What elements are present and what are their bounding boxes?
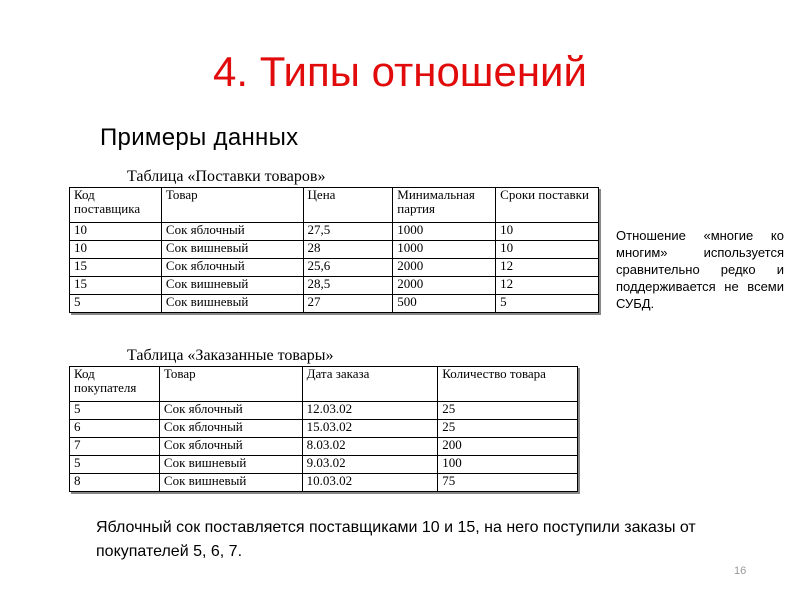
column-header: Код покупателя bbox=[70, 367, 160, 402]
table-row bbox=[70, 277, 599, 295]
table-cell: 2000 bbox=[393, 277, 496, 295]
supplies-table bbox=[69, 187, 599, 313]
table-cell: Сок яблочный bbox=[159, 420, 302, 438]
table-cell: 100 bbox=[438, 456, 578, 474]
column-header: Код поставщика bbox=[70, 188, 162, 223]
table-cell: Сок вишневый bbox=[159, 456, 302, 474]
table-cell: Сок яблочный bbox=[159, 438, 302, 456]
table-cell: 27 bbox=[303, 295, 393, 313]
column-header: Дата заказа bbox=[302, 367, 438, 402]
table-cell: 10 bbox=[496, 223, 599, 241]
table-cell: 200 bbox=[438, 438, 578, 456]
table-cell: Сок яблочный bbox=[161, 223, 303, 241]
table-cell: Сок яблочный bbox=[161, 259, 303, 277]
table-cell: 1000 bbox=[393, 223, 496, 241]
table-cell: 5 bbox=[70, 402, 160, 420]
table-cell: 28,5 bbox=[303, 277, 393, 295]
table-cell: 8.03.02 bbox=[302, 438, 438, 456]
orders-table bbox=[69, 366, 578, 492]
table-cell: 12.03.02 bbox=[302, 402, 438, 420]
table-cell: Сок вишневый bbox=[161, 241, 303, 259]
table-cell: 25 bbox=[438, 402, 578, 420]
table-cell: 5 bbox=[70, 295, 162, 313]
column-header: Товар bbox=[159, 367, 302, 402]
column-header: Минимальная партия bbox=[393, 188, 496, 223]
column-header: Цена bbox=[303, 188, 393, 223]
table-cell: 6 bbox=[70, 420, 160, 438]
table-row bbox=[70, 402, 578, 420]
table-cell: 12 bbox=[496, 277, 599, 295]
table-cell: 25 bbox=[438, 420, 578, 438]
table-cell: Сок яблочный bbox=[159, 402, 302, 420]
table-cell: 500 bbox=[393, 295, 496, 313]
column-header: Товар bbox=[161, 188, 303, 223]
table-cell: 2000 bbox=[393, 259, 496, 277]
table-cell: 28 bbox=[303, 241, 393, 259]
table-cell: 25,6 bbox=[303, 259, 393, 277]
table-cell: 10 bbox=[496, 241, 599, 259]
table-cell: Сок вишневый bbox=[161, 277, 303, 295]
table-cell: 9.03.02 bbox=[302, 456, 438, 474]
table-row bbox=[70, 474, 578, 492]
table-header-row bbox=[70, 367, 578, 402]
table2-caption: Таблица «Заказанные товары» bbox=[127, 347, 334, 364]
table-row bbox=[70, 241, 599, 259]
table-cell: 5 bbox=[496, 295, 599, 313]
table-cell: 15.03.02 bbox=[302, 420, 438, 438]
table-cell: 10 bbox=[70, 223, 162, 241]
table-cell: Сок вишневый bbox=[159, 474, 302, 492]
table-cell: 12 bbox=[496, 259, 599, 277]
table-row bbox=[70, 438, 578, 456]
table1-caption: Таблица «Поставки товаров» bbox=[127, 168, 326, 185]
table-cell: 10 bbox=[70, 241, 162, 259]
table-cell: 5 bbox=[70, 456, 160, 474]
column-header: Сроки поставки bbox=[496, 188, 599, 223]
table-cell: 15 bbox=[70, 277, 162, 295]
table-row bbox=[70, 456, 578, 474]
slide-subtitle: Примеры данных bbox=[100, 124, 299, 151]
table-row bbox=[70, 223, 599, 241]
table-cell: 75 bbox=[438, 474, 578, 492]
table-row bbox=[70, 420, 578, 438]
table-cell: 7 bbox=[70, 438, 160, 456]
bottom-note: Яблочный сок поставляется поставщиками 10 и 15, на него поступили заказы от покупателей 5, 6, 7. bbox=[96, 519, 696, 560]
page-number: 16 bbox=[734, 565, 747, 577]
table-cell: 10.03.02 bbox=[302, 474, 438, 492]
table-row bbox=[70, 295, 599, 313]
table-cell: 1000 bbox=[393, 241, 496, 259]
column-header: Количество товара bbox=[438, 367, 578, 402]
side-note: Отношение «многие ко многим» используется сравнительно редко и поддерживается не всеми СУБД. bbox=[616, 228, 784, 311]
table-header-row bbox=[70, 188, 599, 223]
table-cell: 27,5 bbox=[303, 223, 393, 241]
table-cell: 8 bbox=[70, 474, 160, 492]
table-cell: 15 bbox=[70, 259, 162, 277]
table-cell: Сок вишневый bbox=[161, 295, 303, 313]
slide-title: 4. Типы отношений bbox=[213, 48, 587, 95]
table-row bbox=[70, 259, 599, 277]
